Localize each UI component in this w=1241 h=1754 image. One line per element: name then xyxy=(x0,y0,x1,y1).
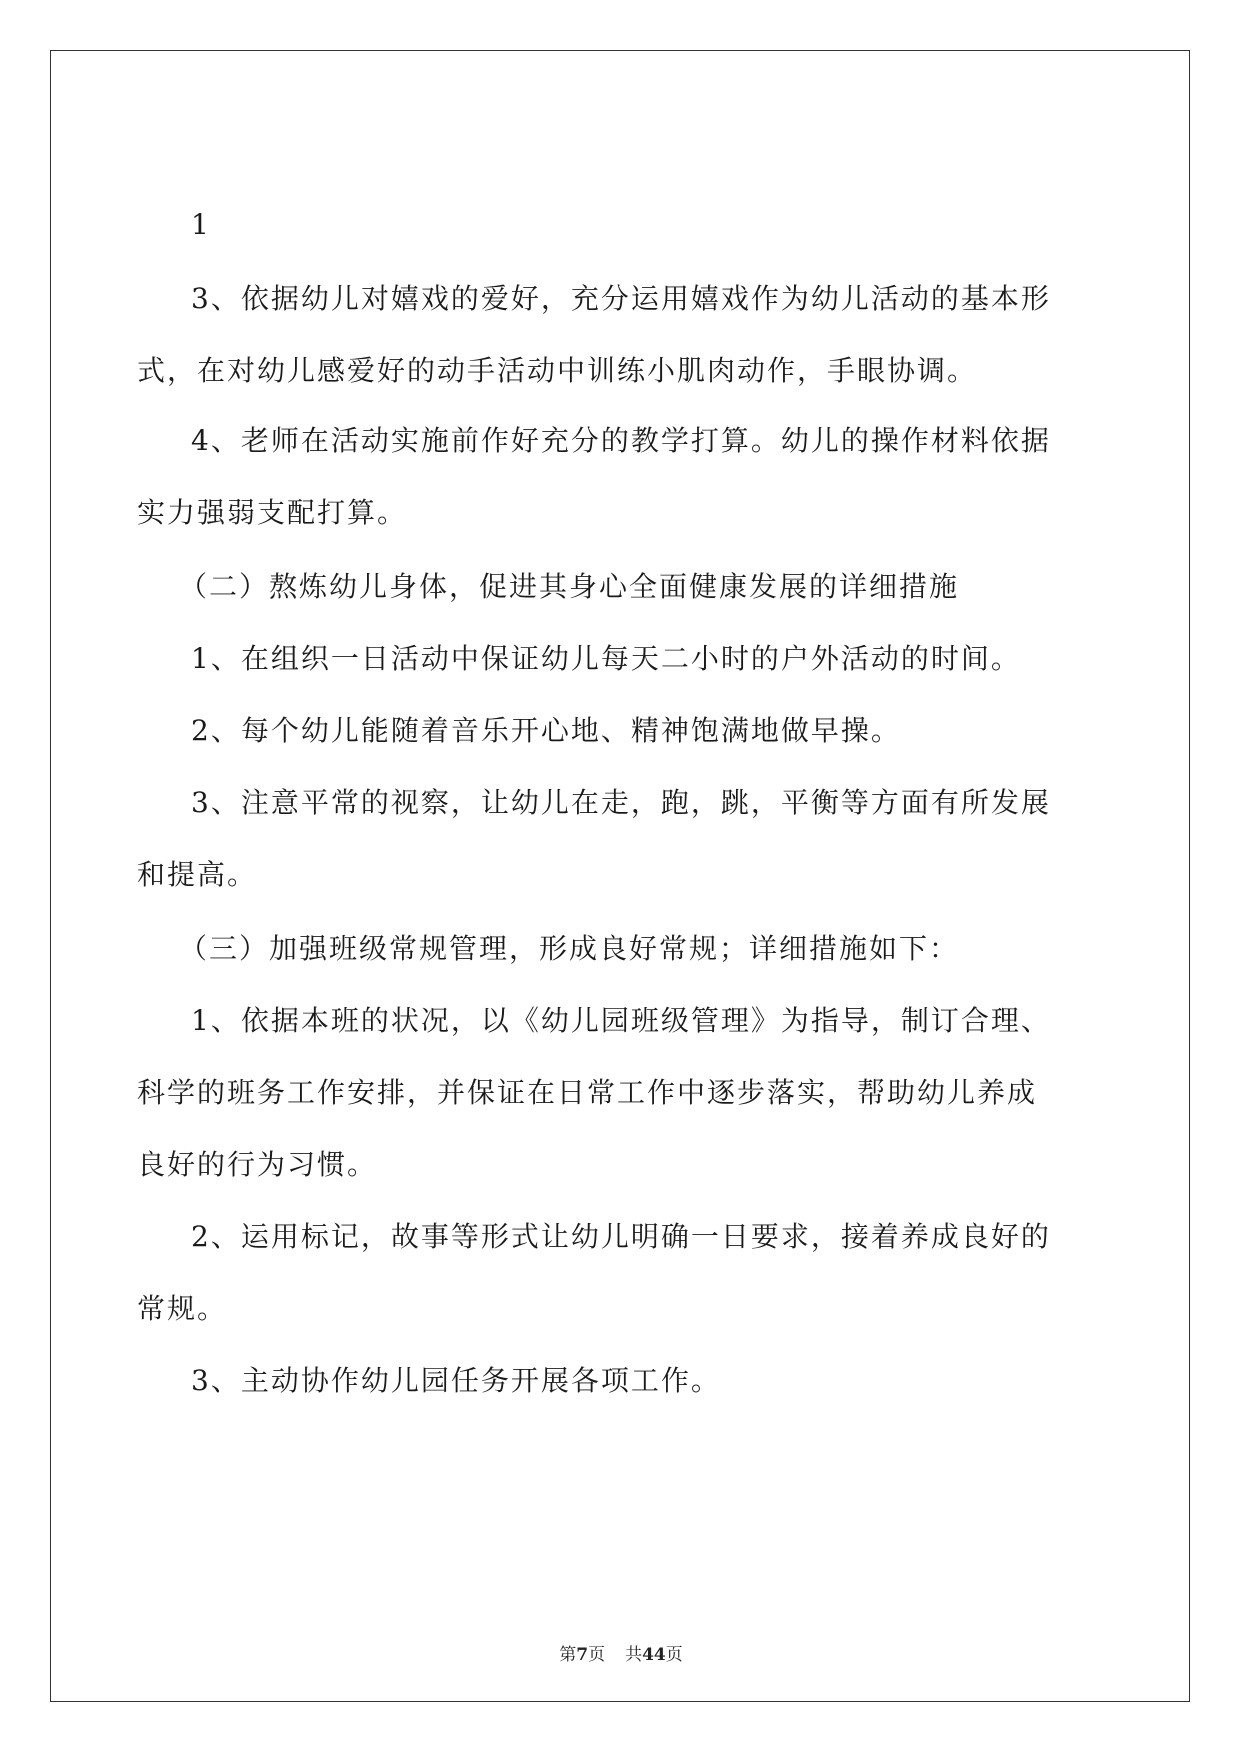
paragraph-line: 2、运用标记，故事等形式让幼儿明确一日要求，接着养成良好的 xyxy=(191,1220,1051,1253)
paragraph-line: 和提高。 xyxy=(137,858,258,891)
footer-total-pages: 44 xyxy=(642,1645,666,1665)
paragraph-line: 3、注意平常的视察，让幼儿在走，跑，跳，平衡等方面有所发展 xyxy=(191,786,1051,819)
paragraph-line: 1、依据本班的状况，以《幼儿园班级管理》为指导，制订合理、 xyxy=(191,1004,1051,1037)
paragraph-line: 4、老师在活动实施前作好充分的教学打算。幼儿的操作材料依据 xyxy=(191,424,1051,457)
paragraph-line: 实力强弱支配打算。 xyxy=(137,496,408,529)
paragraph-line: 科学的班务工作安排，并保证在日常工作中逐步落实，帮助幼儿养成 xyxy=(137,1076,1038,1109)
paragraph-line: 2、每个幼儿能随着音乐开心地、精神饱满地做早操。 xyxy=(191,714,901,747)
footer-total-prefix: 共 xyxy=(625,1645,643,1665)
paragraph-line: 1 xyxy=(191,208,211,241)
footer-page-number: 7 xyxy=(576,1645,589,1665)
paragraph-line: 3、依据幼儿对嬉戏的爱好，充分运用嬉戏作为幼儿活动的基本形 xyxy=(191,282,1051,315)
footer-page-suffix: 页 xyxy=(588,1645,606,1665)
footer-page-prefix: 第 xyxy=(559,1645,577,1665)
paragraph-line: 良好的行为习惯。 xyxy=(137,1148,378,1181)
paragraph-line: 常规。 xyxy=(137,1292,228,1325)
paragraph-line: 式，在对幼儿感爱好的动手活动中训练小肌肉动作，手眼协调。 xyxy=(137,354,978,387)
section-heading: （二）熬炼幼儿身体，促进其身心全面健康发展的详细措施 xyxy=(179,570,960,603)
page-footer xyxy=(51,1643,1191,1667)
section-heading: （三）加强班级常规管理，形成良好常规；详细措施如下： xyxy=(179,932,960,965)
page-frame xyxy=(50,50,1190,1702)
footer-total-suffix: 页 xyxy=(665,1645,683,1665)
paragraph-line: 3、主动协作幼儿园任务开展各项工作。 xyxy=(191,1364,721,1397)
paragraph-line: 1、在组织一日活动中保证幼儿每天二小时的户外活动的时间。 xyxy=(191,642,1021,675)
